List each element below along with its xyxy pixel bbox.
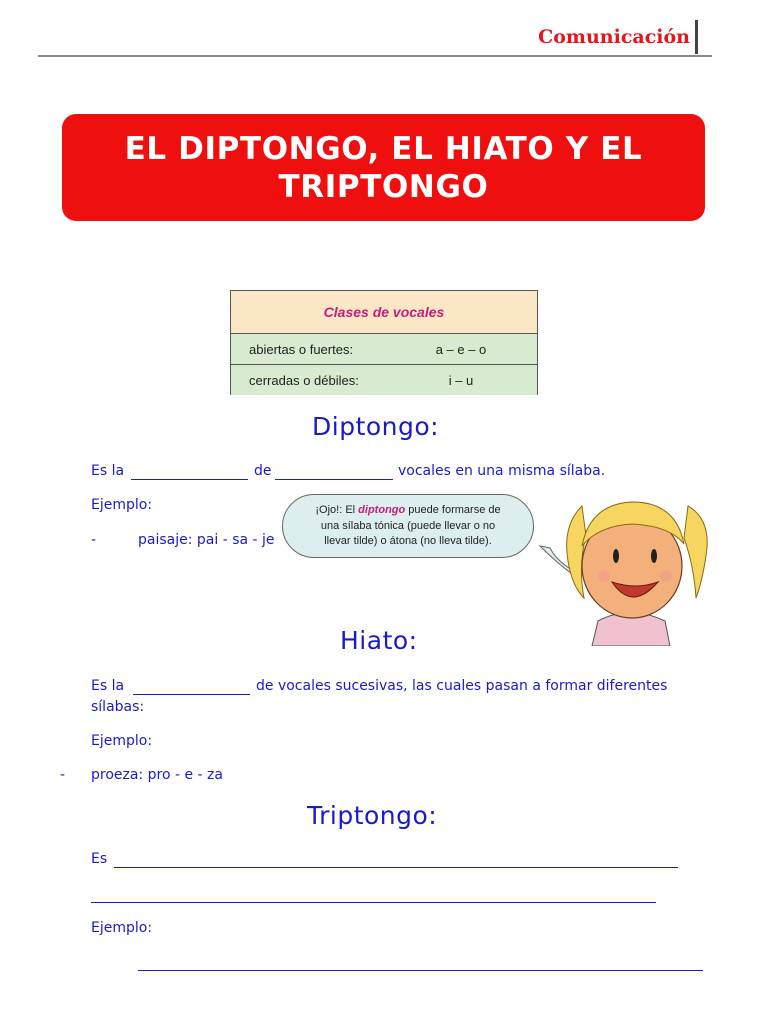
blank-line — [138, 970, 703, 971]
bullet: - — [91, 532, 97, 548]
diptongo-def-mid: de — [254, 463, 272, 479]
row-value: i – u — [448, 373, 474, 388]
row-label: cerradas o débiles: — [249, 373, 359, 388]
diptongo-def-end: vocales en una misma sílaba. — [398, 463, 606, 479]
hiato-example-label: Ejemplo: — [91, 733, 153, 749]
table-row — [231, 365, 537, 395]
diptongo-def-start: Es la — [91, 463, 125, 479]
hiato-def-line2: sílabas: — [91, 699, 145, 715]
hiato-example: proeza: pro - e - za — [91, 767, 223, 783]
hiato-def-start: Es la — [91, 678, 125, 694]
triptongo-example-label: Ejemplo: — [91, 920, 153, 936]
title-line-1: EL DIPTONGO, EL HIATO Y EL — [124, 130, 643, 167]
tip-speech-bubble — [282, 494, 534, 558]
diptongo-example-label: Ejemplo: — [91, 497, 153, 513]
bullet: - — [60, 767, 66, 783]
subject-title: Comunicación — [538, 26, 690, 48]
bubble-highlight: diptongo — [358, 504, 406, 516]
title-banner — [62, 114, 705, 221]
bubble-text: ¡Ojo!: El — [315, 504, 359, 516]
bubble-line-2: una sílaba tónica (puede llevar o no — [320, 519, 496, 532]
bubble-text: puede formarse de — [405, 504, 501, 516]
table-row — [231, 334, 537, 365]
triptongo-heading: Triptongo: — [307, 801, 438, 830]
triptongo-def-start: Es — [91, 851, 108, 867]
blank-line — [131, 479, 248, 480]
bubble-line-1 — [283, 503, 533, 519]
blank-line — [133, 694, 250, 695]
row-label: abiertas o fuertes: — [249, 342, 354, 357]
title-line-2: TRIPTONGO — [278, 168, 489, 205]
header-rule — [38, 55, 712, 57]
diptongo-heading: Diptongo: — [312, 412, 440, 441]
bubble-line-3: llevar tilde) o átona (no lleva tilde). — [324, 535, 492, 547]
hiato-heading: Hiato: — [340, 626, 418, 655]
blank-line — [275, 479, 393, 480]
diptongo-example: paisaje: pai - sa - je — [138, 532, 275, 548]
vowel-classes-table — [230, 290, 538, 395]
blank-line — [114, 867, 678, 868]
table-heading: Clases de vocales — [231, 291, 537, 334]
blank-line — [91, 902, 656, 903]
hiato-def-end: de vocales sucesivas, las cuales pasan a formar diferentes — [256, 678, 668, 694]
header-bar — [695, 20, 698, 54]
row-value: a – e – o — [435, 342, 487, 357]
girl-illustration — [520, 486, 720, 646]
